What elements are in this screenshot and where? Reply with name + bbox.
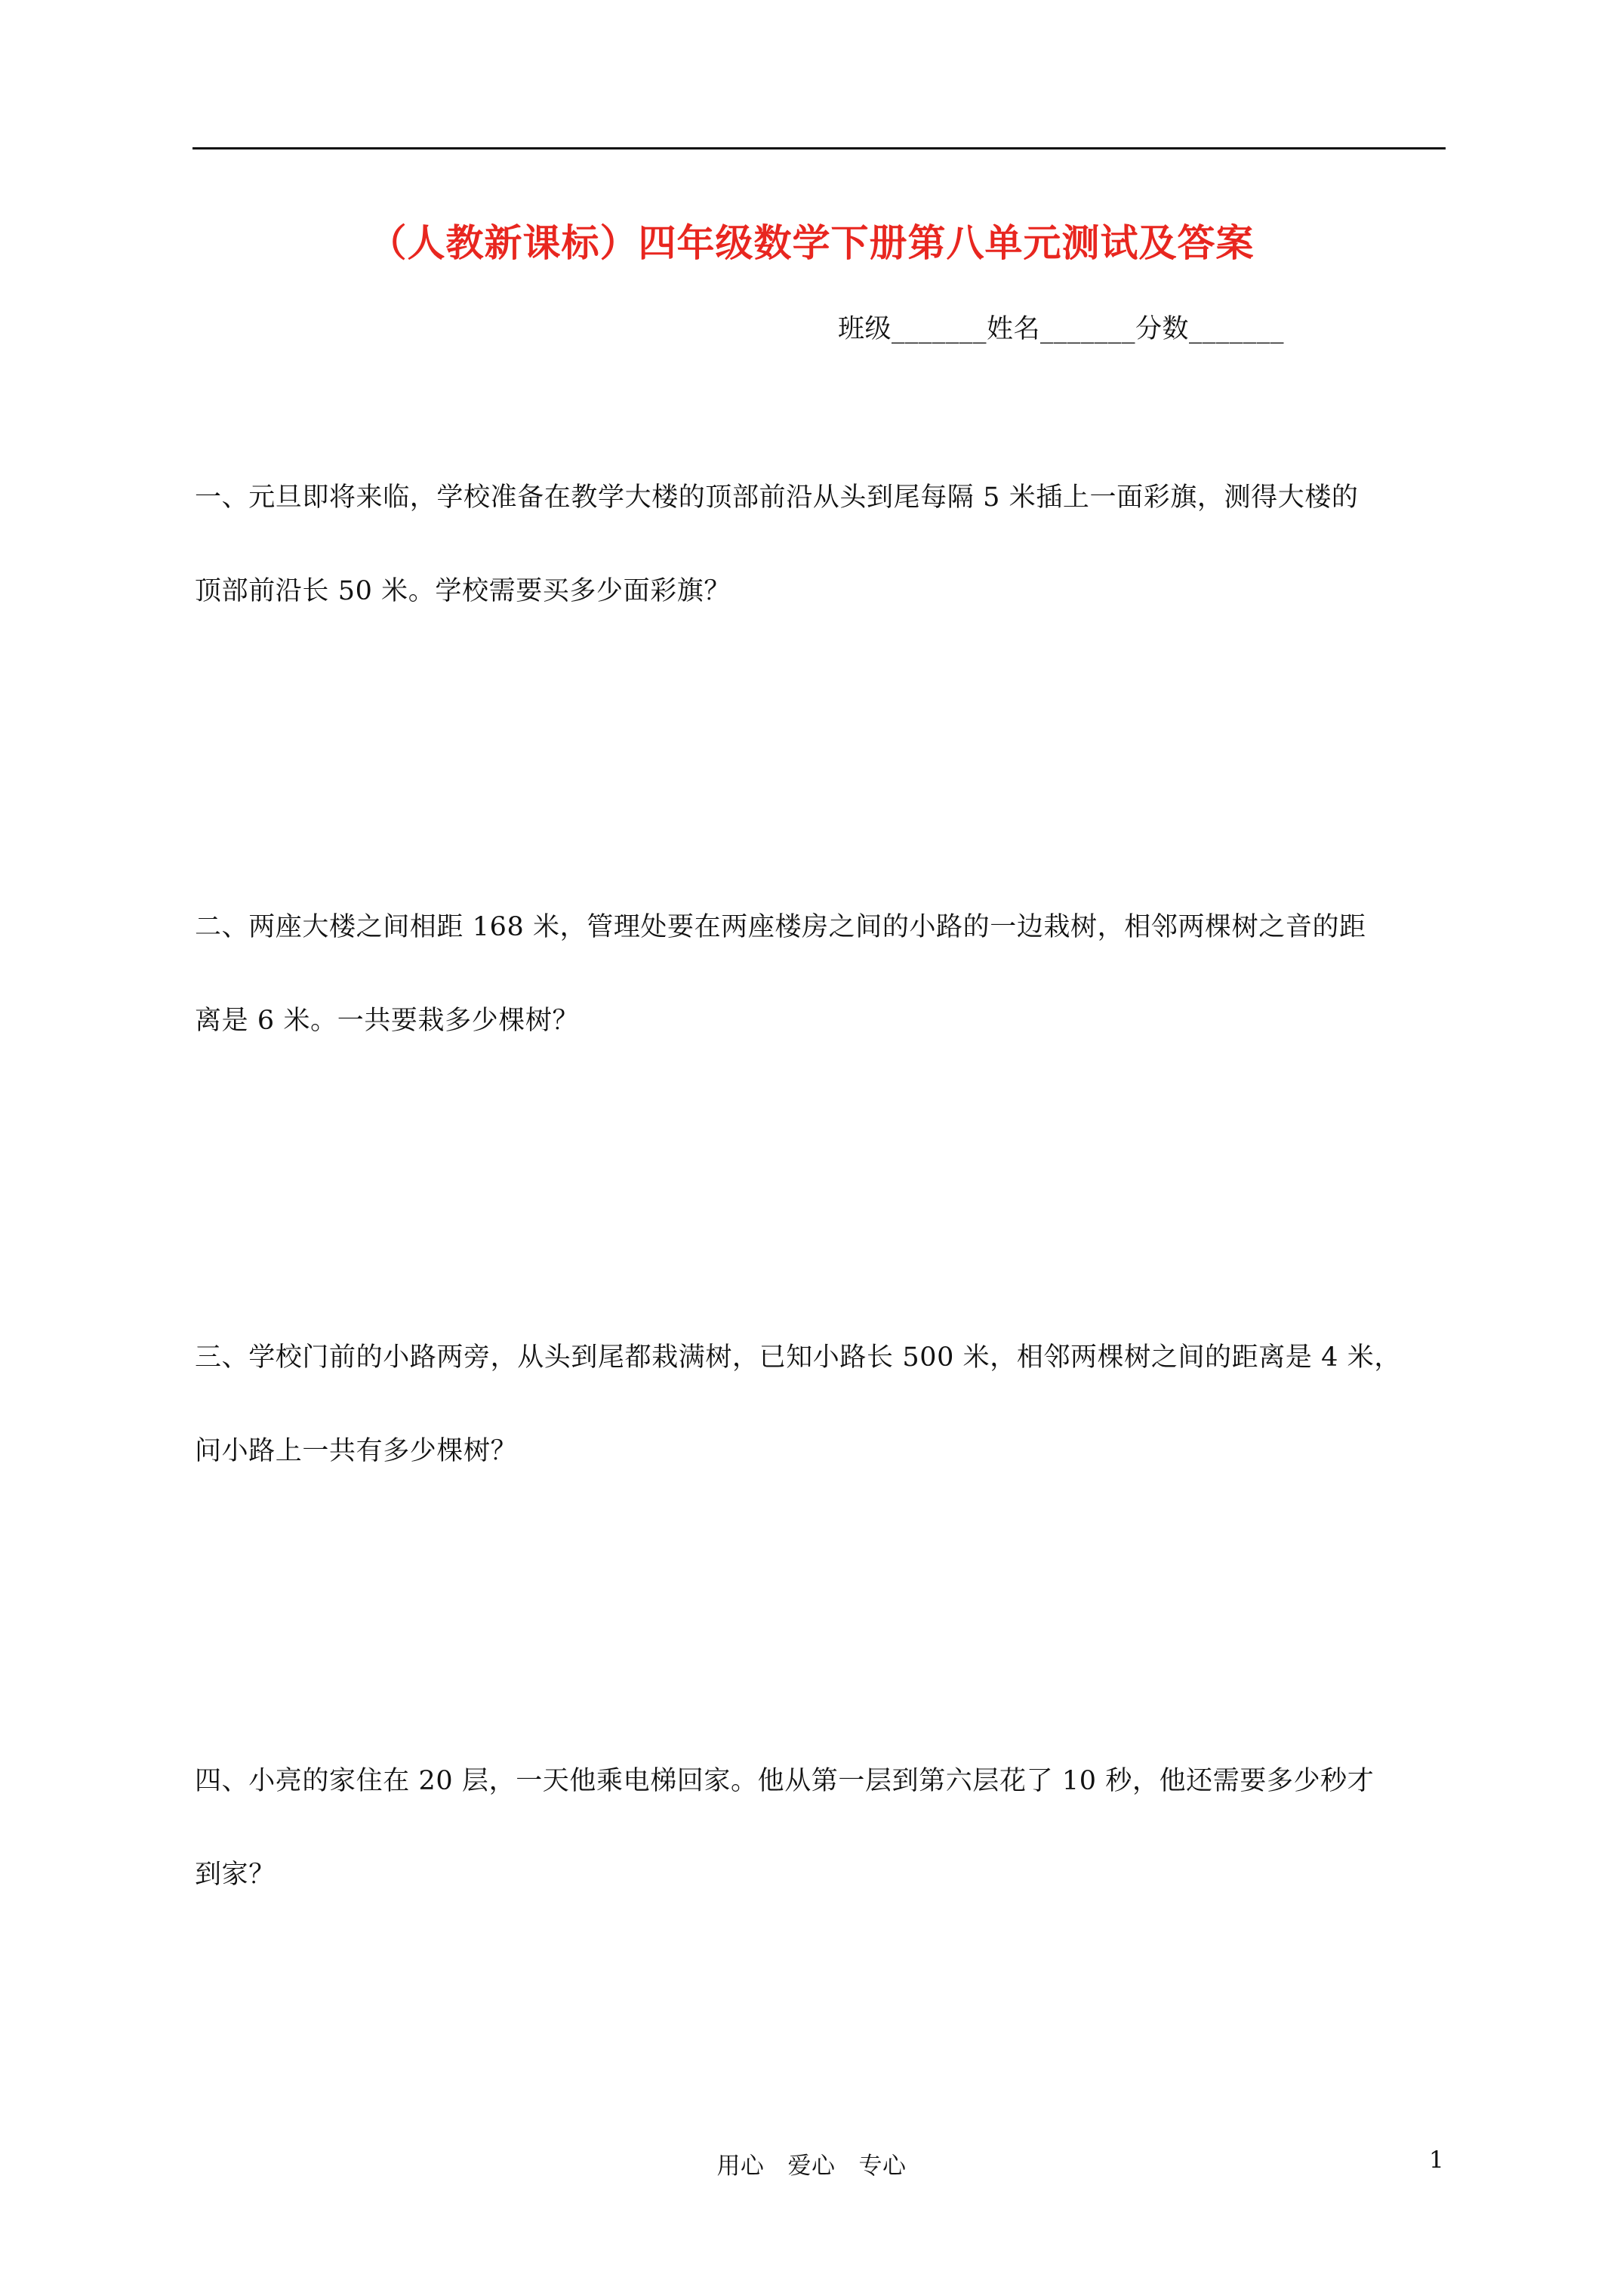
question-text-line: 到家？ <box>195 1860 276 1890</box>
question-text-line: 一、元旦即将来临，学校准备在教学大楼的顶部前沿从头到尾每隔 5 米插上一面彩旗，测得大楼的 <box>195 482 1359 513</box>
name-field: 姓名_______ <box>987 314 1136 344</box>
question-text-line: 四、小亮的家住在 20 层，一天他乘电梯回家。他从第一层到第六层花了 10 秒，他还需要多少秒才 <box>195 1766 1375 1796</box>
question-text-line: 三、学校门前的小路两旁，从头到尾都栽满树，已知小路长 500 米，相邻两棵树之间的距离是 4 米， <box>195 1342 1401 1373</box>
student-info-line <box>838 308 1284 346</box>
footer-motto: 用心 爱心 专心 <box>716 2153 907 2180</box>
header-rule <box>192 147 1446 149</box>
page-number: 1 <box>1429 2147 1444 2174</box>
question-text-line: 二、两座大楼之间相距 168 米，管理处要在两座楼房之间的小路的一边栽树，相邻两棵树之音的距 <box>195 912 1366 942</box>
question-text-line: 问小路上一共有多少棵树？ <box>195 1436 518 1466</box>
question-text-line: 离是 6 米。一共要栽多少棵树？ <box>195 1006 580 1036</box>
document-title: （人教新课标）四年级数学下册第八单元测试及答案 <box>368 220 1255 265</box>
class-field: 班级_______ <box>838 314 987 344</box>
score-field: 分数_______ <box>1135 314 1285 344</box>
question-text-line: 顶部前沿长 50 米。学校需要买多少面彩旗？ <box>195 576 731 606</box>
